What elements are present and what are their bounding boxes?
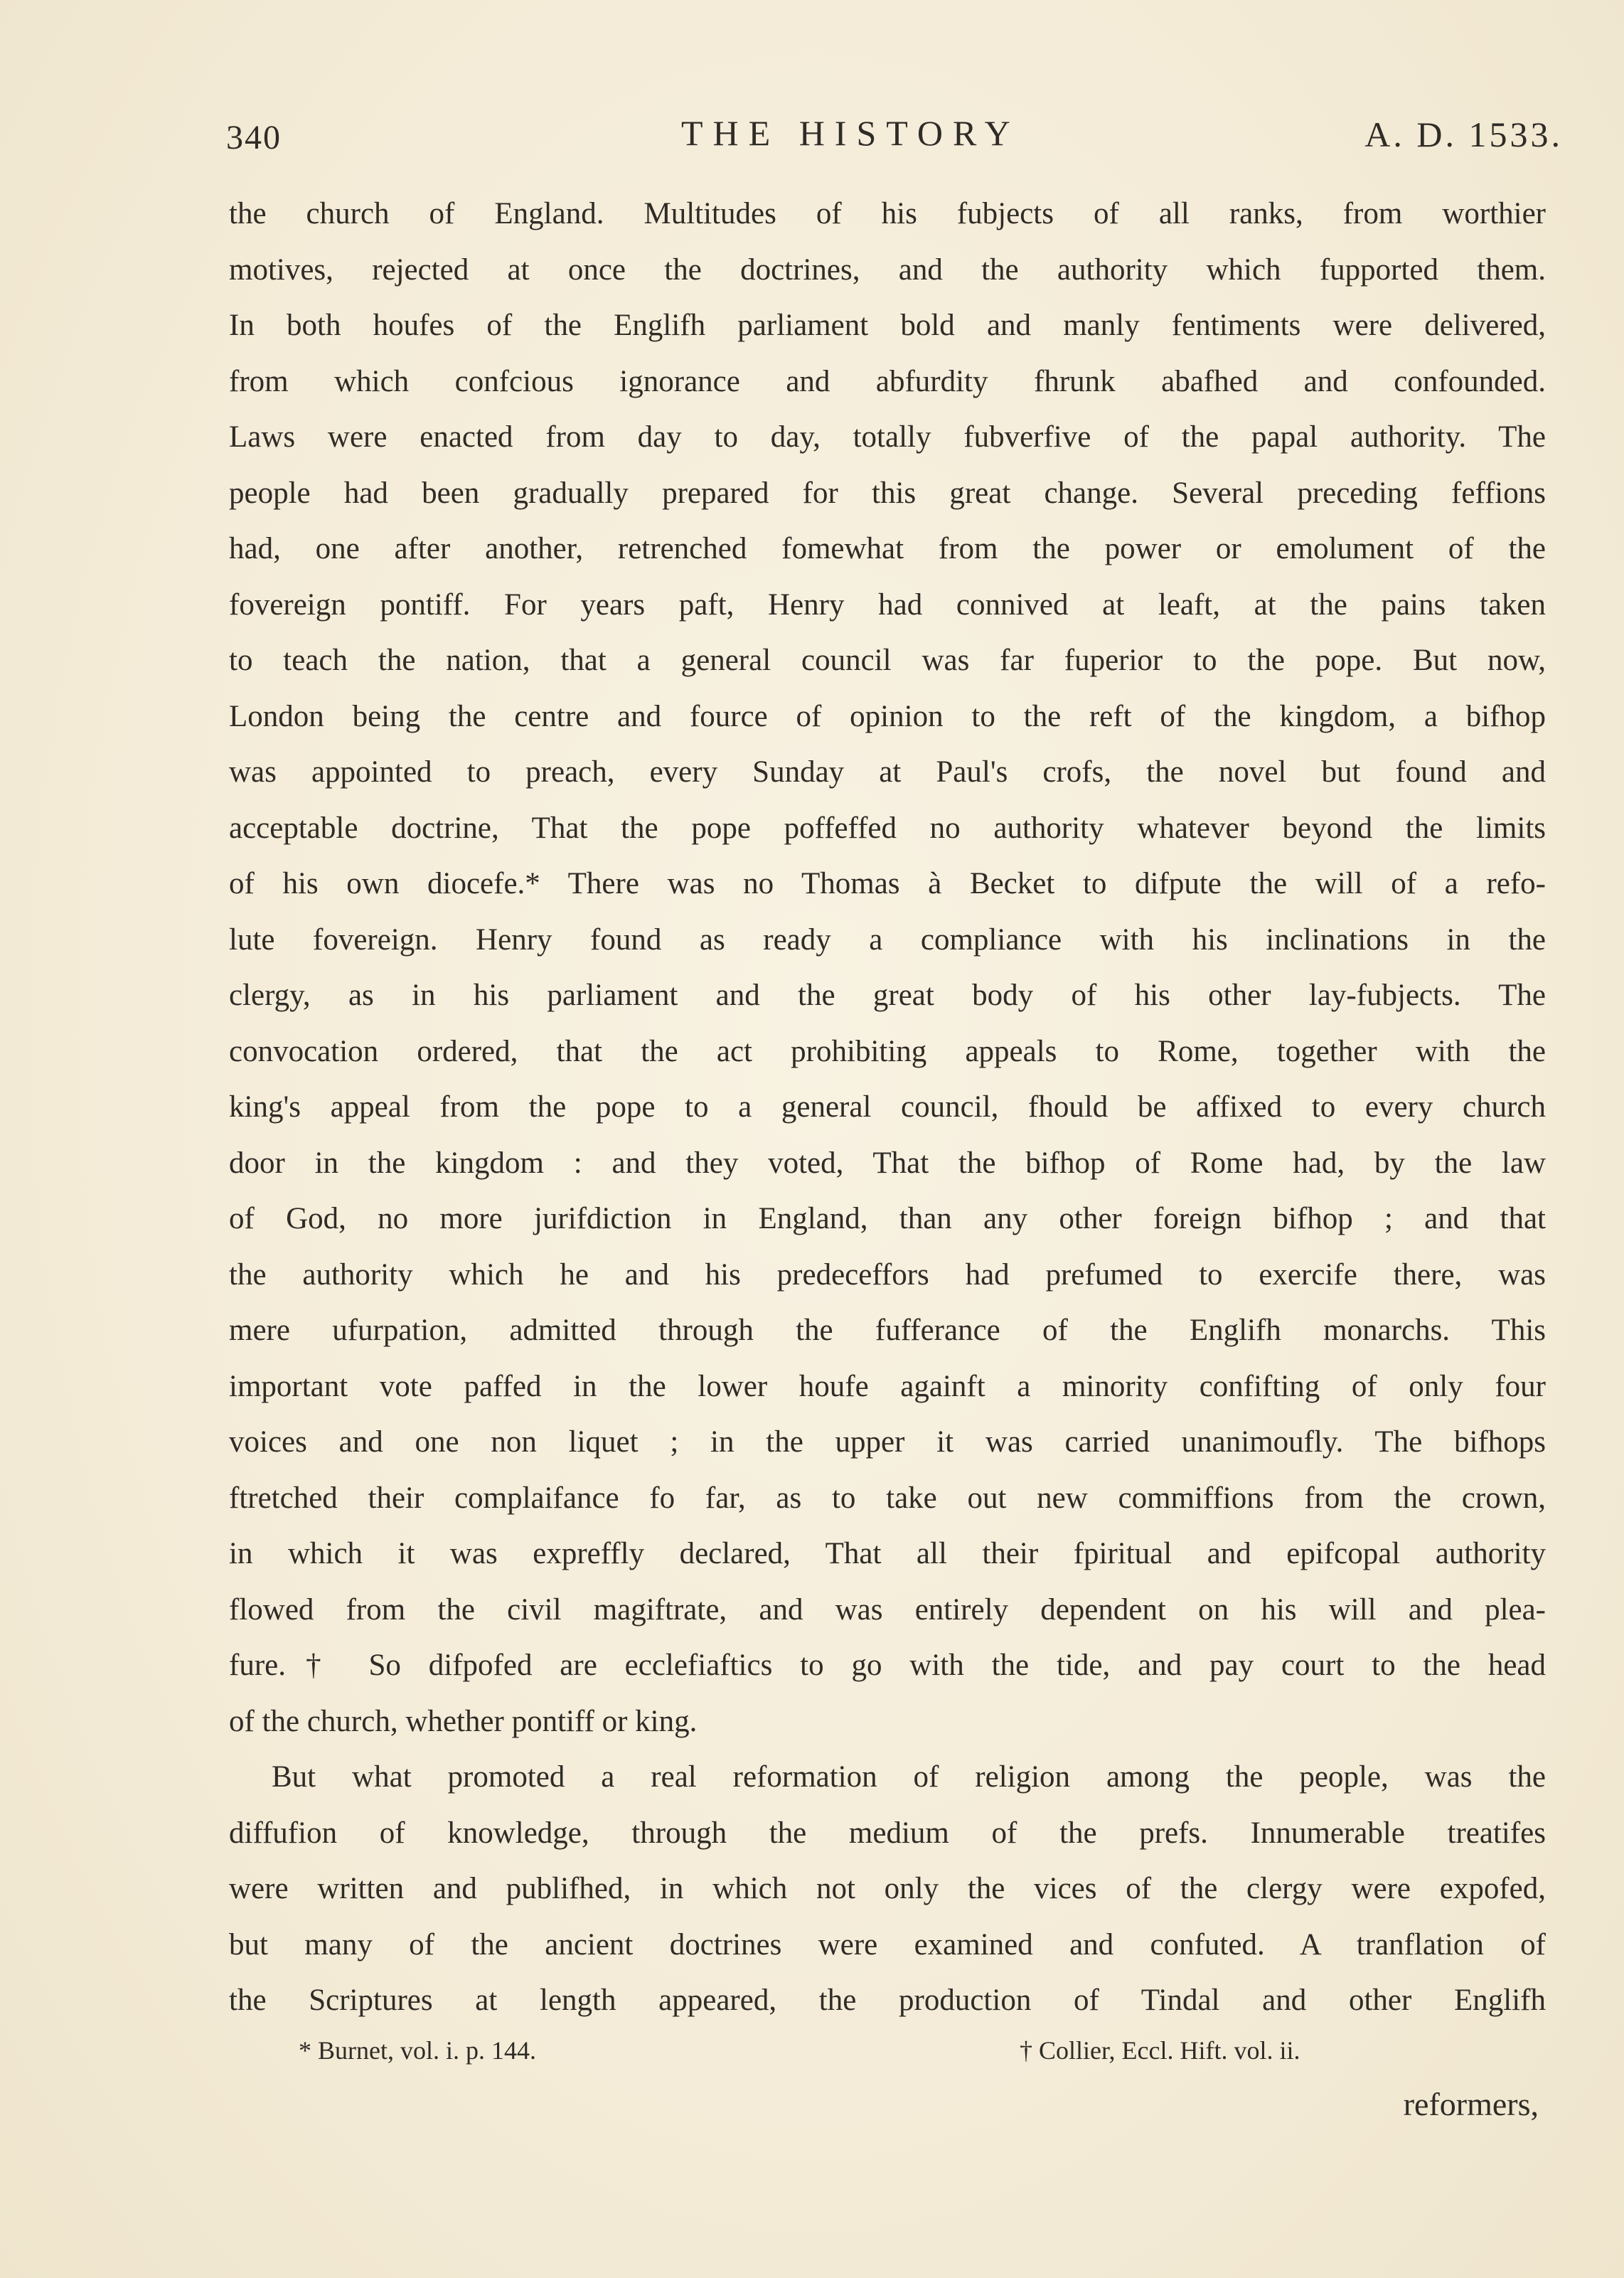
text-line: were written and publifhed, in which not only the vices of the clergy were expofed, [229, 1872, 1546, 1905]
text-line: had, one after another, retrenched fomewhat from the power or emolument of the [229, 532, 1546, 565]
text-line: motives, rejected at once the doctrines, and the authority which fupported them. [229, 252, 1546, 287]
text-line: London being the centre and fource of opinion to the reft of the kingdom, a bifhop [229, 699, 1546, 733]
text-line: the Scriptures at length appeared, the production of Tindal and other Englifh [229, 1984, 1546, 2017]
running-title: THE HISTORY [681, 113, 1020, 153]
text-line: to teach the nation, that a general council was far fuperior to the pope. But now, [229, 644, 1546, 677]
text-line: from which confcious ignorance and abfurdity fhrunk abafhed and confounded. [229, 364, 1546, 398]
text-line: but many of the ancient doctrines were examined and confuted. A tranflation of [229, 1927, 1546, 1962]
text-line: in which it was expreffly declared, That all their fpiritual and epifcopal authority [229, 1537, 1546, 1570]
catchword: reformers, [1403, 2086, 1539, 2122]
text-line: lute fovereign. Henry found as ready a compliance with his inclinations in the [229, 922, 1546, 957]
text-line: the authority which he and his predeceffors had prefumed to exercife there, was [229, 1257, 1546, 1292]
year-marker: A. D. 1533. [1364, 115, 1563, 154]
text-line: door in the kingdom : and they voted, That the bifhop of Rome had, by the law [229, 1146, 1546, 1180]
text-line: Laws were enacted from day to day, totally fubverfive of the papal authority. The [229, 420, 1546, 454]
text-line: But what promoted a real reformation of religion among the people, was the [272, 1760, 1546, 1794]
text-line: flowed from the civil magiftrate, and was entirely dependent on his will and plea- [229, 1592, 1546, 1627]
text-line: ftretched their complaifance fo far, as to take out new commiffions from the crown, [229, 1481, 1546, 1515]
text-line: voices and one non liquet ; in the upper it was carried unanimoufly. The bifhops [229, 1425, 1546, 1459]
text-line: important vote paffed in the lower houfe againft a minority confifting of only four [229, 1369, 1546, 1403]
text-line: of his own diocefe.* There was no Thomas à Becket to difpute the will of a refo- [229, 867, 1546, 900]
footnote-burnet: * Burnet, vol. i. p. 144. [299, 2036, 536, 2065]
text-line: clergy, as in his parliament and the great body of his other lay-fubjects. The [229, 979, 1546, 1012]
footnotes [299, 2035, 1451, 2078]
text-line: diffufion of knowledge, through the medium of the prefs. Innumerable treatifes [229, 1816, 1546, 1850]
text-line: mere ufurpation, admitted through the fufferance of the Englifh monarchs. This [229, 1314, 1546, 1347]
text-line: convocation ordered, that the act prohibiting appeals to Rome, together with the [229, 1034, 1546, 1068]
text-line: king's appeal from the pope to a general council, fhould be affixed to every church [229, 1090, 1546, 1124]
text-line: of the church, whether pontiff or king. [229, 1704, 698, 1738]
text-line: the church of England. Multitudes of his fubjects of all ranks, from worthier [229, 197, 1546, 230]
text-line: fovereign pontiff. For years paft, Henry had connived at leaft, at the pains taken [229, 587, 1546, 622]
text-line: In both houfes of the Englifh parliament bold and manly fentiments were delivered, [229, 309, 1546, 342]
footnote-collier: † Collier, Eccl. Hift. vol. ii. [1020, 2036, 1300, 2065]
text-line: fure.† So difpofed are ecclefiaftics to go with the tide, and pay court to the head [229, 1649, 1546, 1682]
text-line: of God, no more jurifdiction in England, than any other foreign bifhop ; and that [229, 1202, 1546, 1235]
page-header [226, 112, 1563, 162]
text-line: was appointed to preach, every Sunday at Paul's crofs, the novel but found and [229, 755, 1546, 789]
page-number: 340 [226, 119, 282, 156]
text-line: people had been gradually prepared for this great change. Several preceding feffions [229, 476, 1546, 510]
text-line: acceptable doctrine, That the pope poffeffed no authority whatever beyond the limits [229, 811, 1546, 845]
body-text [229, 186, 1546, 2029]
